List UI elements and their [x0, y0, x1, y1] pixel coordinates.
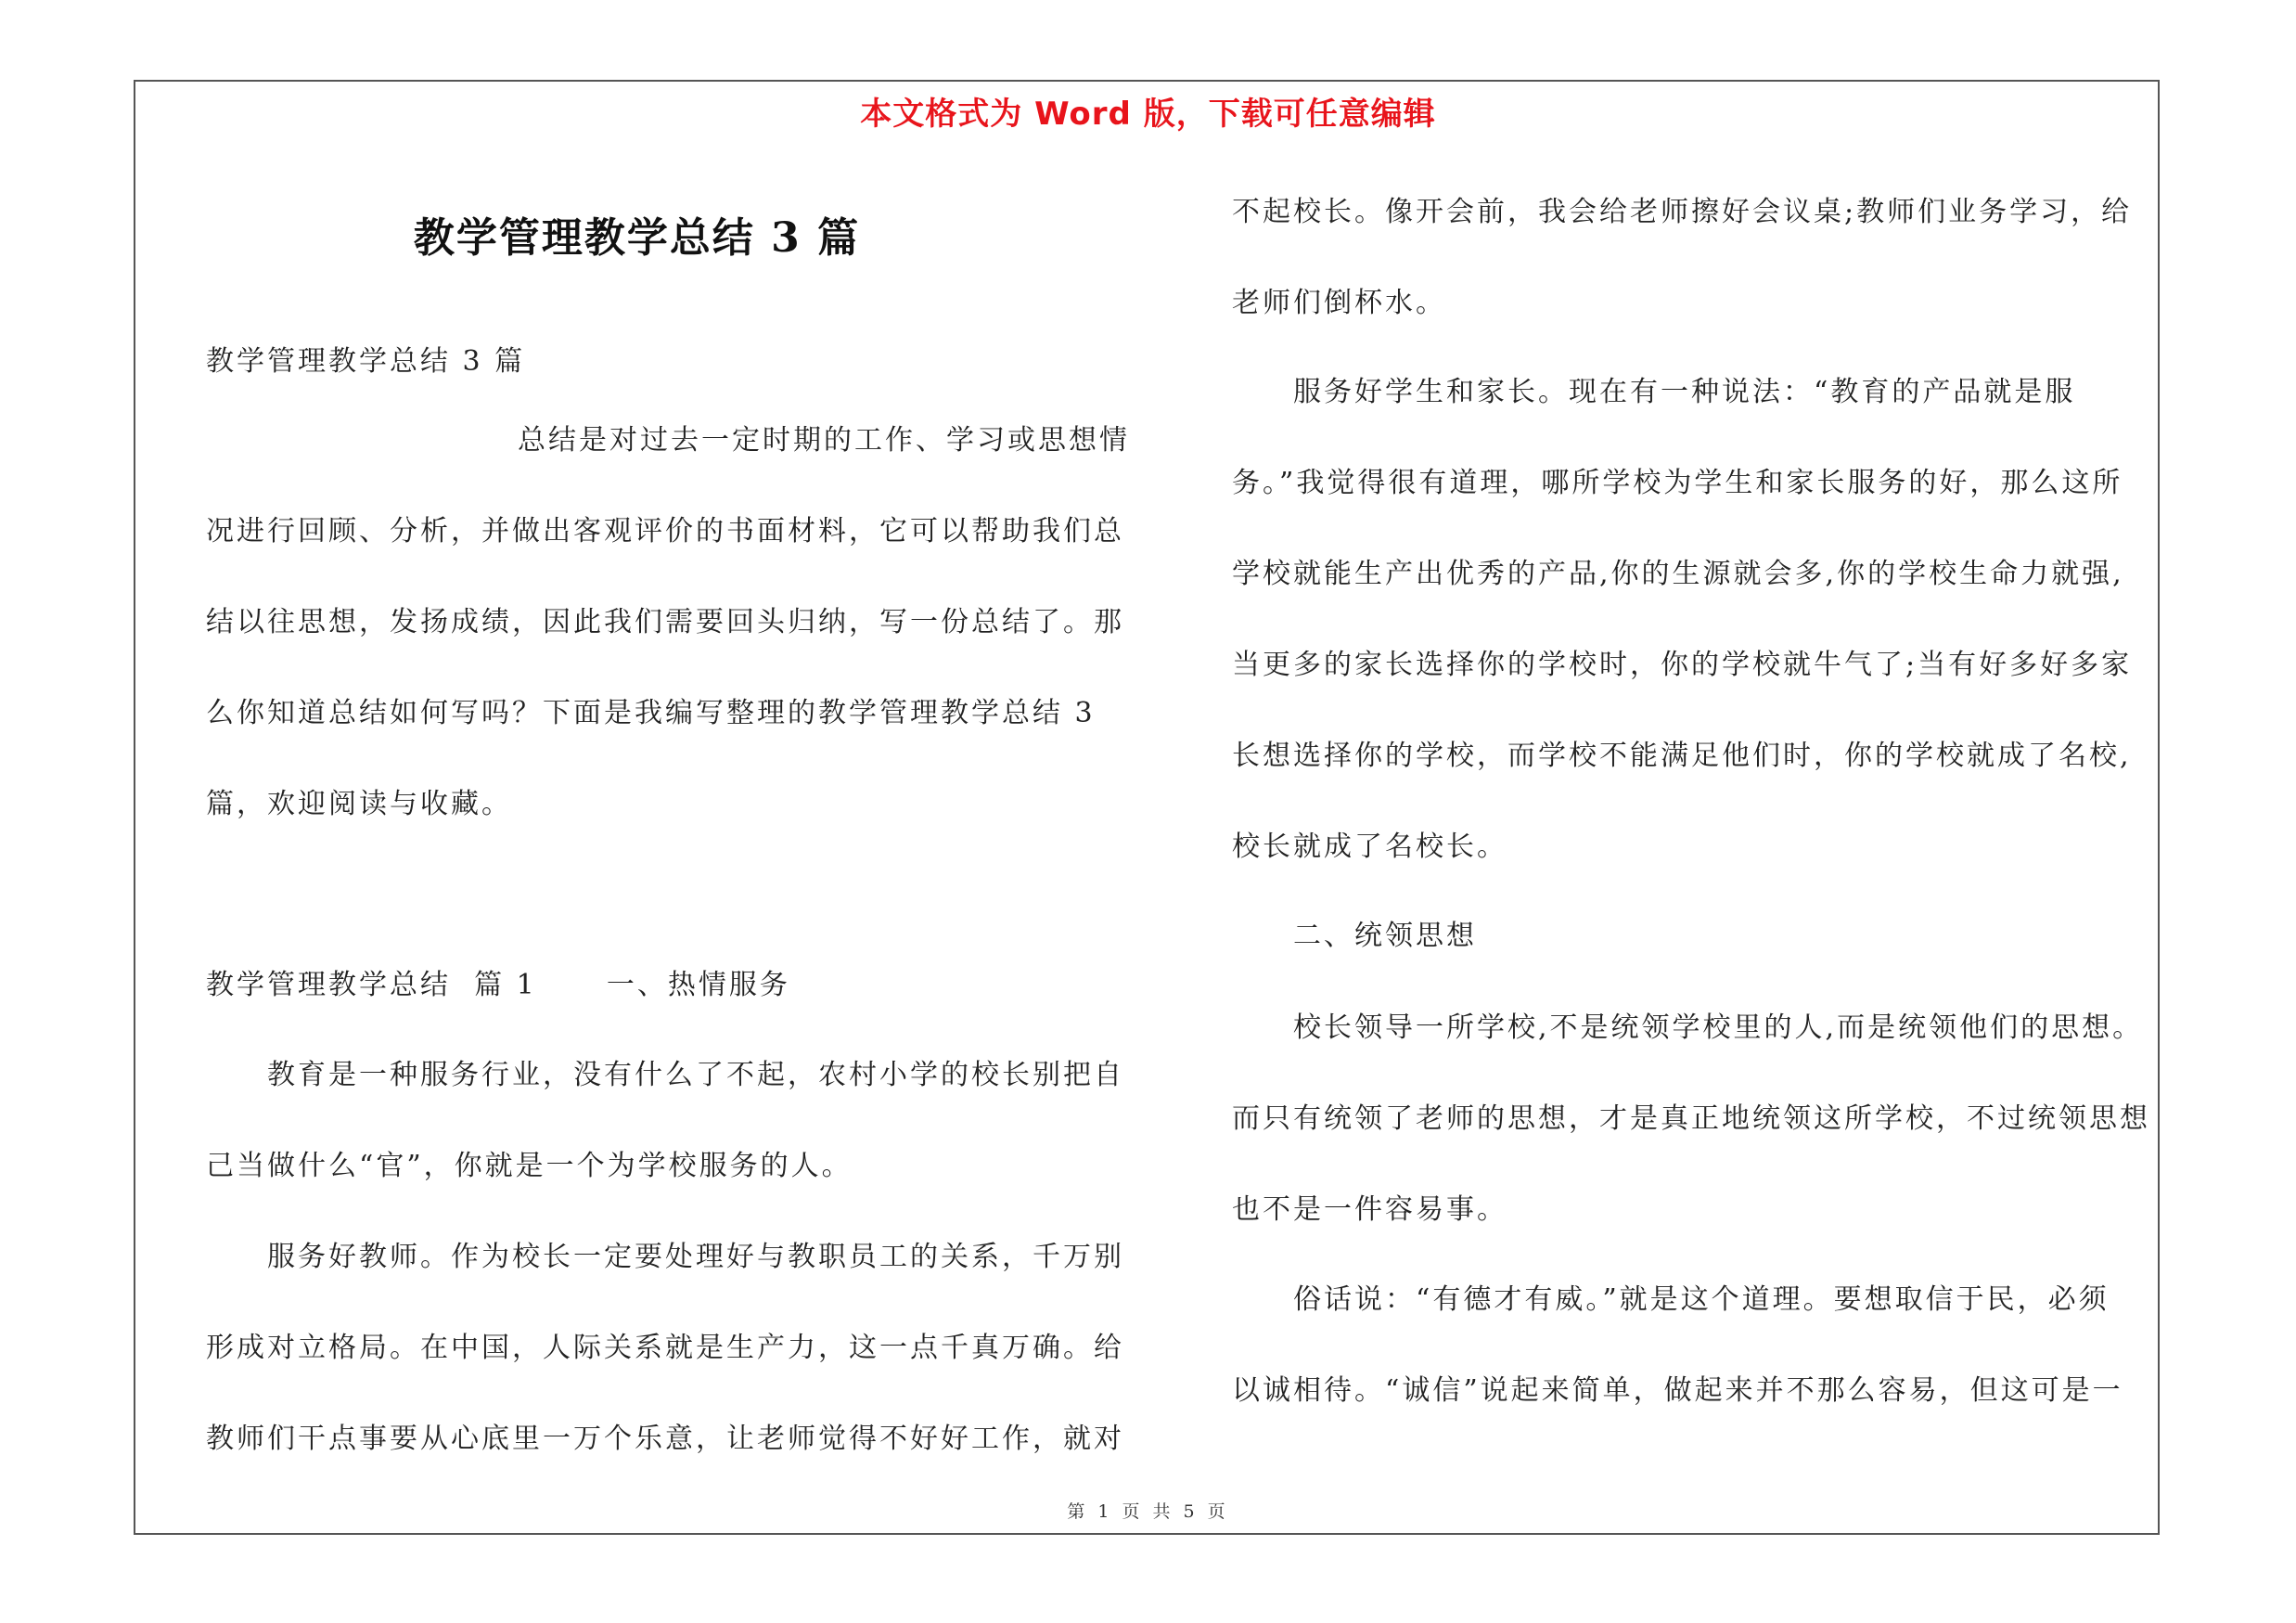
service-line: 校长就成了名校长。 — [1232, 831, 1507, 863]
section-heading-line: 教学管理教学总结 篇 1 一、热情服务 — [206, 969, 790, 1001]
lead-line: 也不是一件容易事。 — [1232, 1193, 1507, 1226]
service-line: 学校就能生产出优秀的产品,你的生源就会多,你的学校生命力就强, — [1232, 558, 2124, 590]
service-line: 服务好学生和家长。现在有一种说法：“教育的产品就是服 — [1293, 376, 2076, 408]
document-title: 教学管理教学总结 3 篇 — [413, 214, 861, 262]
para2-line: 形成对立格局。在中国，人际关系就是生产力，这一点千真万确。给 — [206, 1332, 1124, 1364]
para2 — [206, 1212, 1124, 1485]
intro-paragraph — [206, 395, 1130, 850]
continuation-paragraph — [1232, 167, 2132, 349]
para2-line: 教师们干点事要从心底里一万个乐意，让老师觉得不好好工作，就对 — [206, 1423, 1124, 1455]
subtitle-line: 教学管理教学总结 3 篇 — [206, 345, 526, 378]
service-line: 当更多的家长选择你的学校时，你的学校就牛气了;当有好多好多家 — [1232, 649, 2133, 681]
continuation-line: 不起校长。像开会前，我会给老师擦好会议桌;教师们业务学习，给 — [1232, 196, 2133, 228]
para1-line: 教育是一种服务行业，没有什么了不起，农村小学的校长别把自 — [267, 1059, 1124, 1091]
lead-line: 校长领导一所学校,不是统领学校里的人,而是统领他们的思想。 — [1293, 1011, 2144, 1044]
intro-line: 况进行回顾、分析，并做出客观评价的书面材料，它可以帮助我们总 — [206, 515, 1124, 547]
subtitle-paragraph — [206, 316, 525, 407]
intro-line: 总结是对过去一定时期的工作、学习或思想情 — [518, 424, 1130, 457]
heading2 — [1232, 891, 1477, 982]
proverb-line: 俗话说：“有德才有威。”就是这个道理。要想取信于民，必须 — [1293, 1283, 2110, 1316]
continuation-line: 老师们倒杯水。 — [1232, 287, 1446, 319]
para1 — [206, 1030, 1124, 1212]
intro-line: 篇，欢迎阅读与收藏。 — [206, 788, 512, 820]
service-line: 长想选择你的学校，而学校不能满足他们时，你的学校就成了名校, — [1232, 740, 2132, 772]
service-paragraph — [1232, 347, 2132, 893]
para1-line: 己当做什么“官”，你就是一个为学校服务的人。 — [206, 1150, 853, 1182]
lead-paragraph — [1232, 983, 2150, 1256]
intro-line: 么你知道总结如何写吗？下面是我编写整理的教学管理教学总结 3 — [206, 697, 1096, 729]
format-banner: 本文格式为 Word 版，下载可任意编辑 — [860, 96, 1436, 133]
intro-line: 结以往思想，发扬成绩，因此我们需要回头归纳，写一份总结了。那 — [206, 606, 1124, 638]
service-line: 务。”我觉得很有道理，哪所学校为学生和家长服务的好，那么这所 — [1232, 467, 2123, 499]
proverb-paragraph — [1232, 1255, 2123, 1436]
lead-line: 而只有统领了老师的思想，才是真正地统领这所学校，不过统领思想 — [1232, 1102, 2150, 1135]
page-footer: 第 1 页 共 5 页 — [1067, 1501, 1229, 1522]
section-heading — [206, 940, 790, 1031]
para2-line: 服务好教师。作为校长一定要处理好与教职员工的关系，千万别 — [267, 1241, 1124, 1273]
heading2-line: 二、统领思想 — [1293, 920, 1477, 952]
proverb-line: 以诚相待。“诚信”说起来简单，做起来并不那么容易，但这可是一 — [1232, 1374, 2123, 1407]
